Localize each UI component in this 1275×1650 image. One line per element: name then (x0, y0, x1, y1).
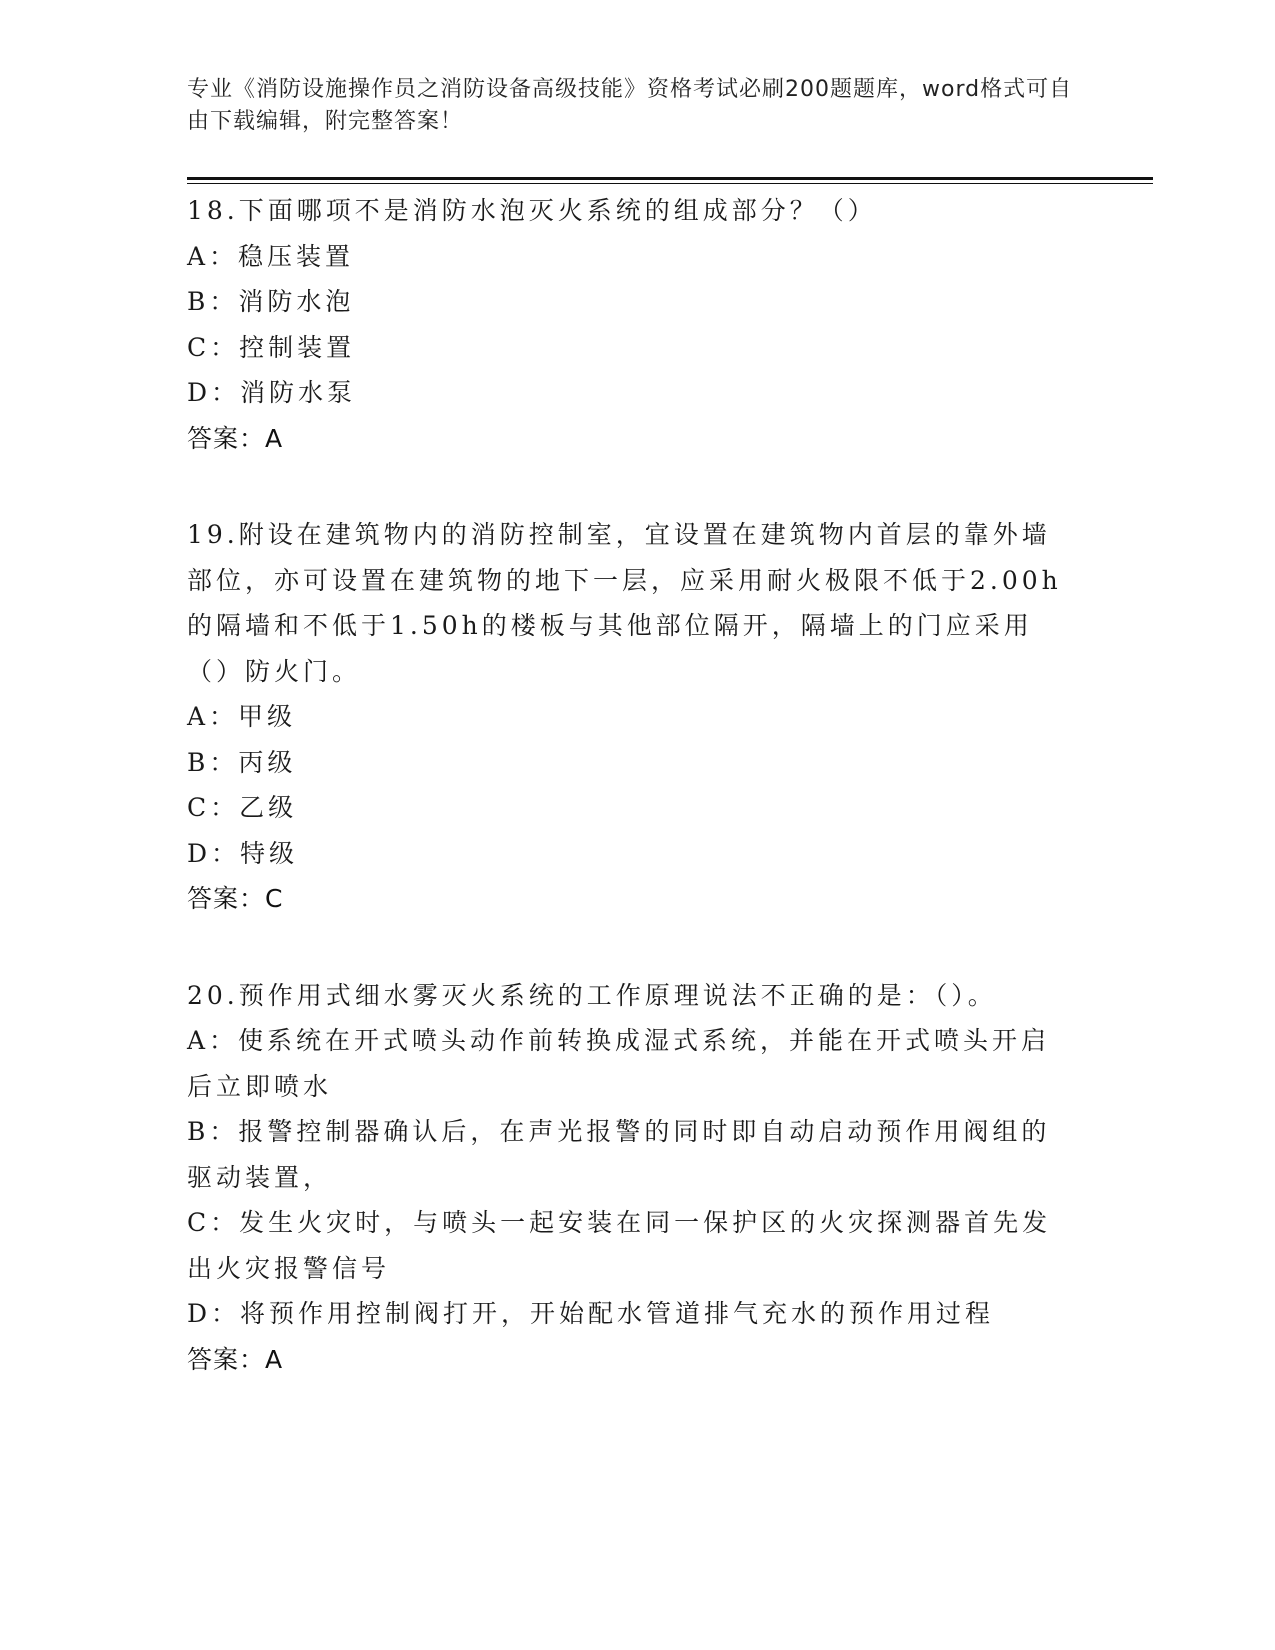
question-list (187, 188, 1077, 1433)
option-c: C：发生火灾时，与喷头一起安装在同一保护区的火灾探测器首先发出火灾报警信号 (187, 1208, 1052, 1283)
header-divider-thin (187, 183, 1153, 184)
option-a: A：稳压装置 (187, 241, 355, 271)
option-d: D：将预作用控制阀打开，开始配水管道排气充水的预作用过程 (187, 1299, 995, 1328)
option-b: B：报警控制器确认后，在声光报警的同时即自动启动预作用阀组的驱动装置， (187, 1117, 1051, 1192)
document-header: 专业《消防设施操作员之消防设备高级技能》资格考试必刷200题题库，word格式可自由下载编辑，附完整答案！ (187, 77, 1073, 134)
question-18 (187, 188, 1077, 461)
question-stem: 20.预作用式细水雾灭火系统的工作原理说法不正确的是：（）。 (187, 980, 997, 1010)
option-a: A：使系统在开式喷头动作前转换成湿式系统，并能在开式喷头开启后立即喷水 (187, 1026, 1051, 1101)
question-stem: 19.附设在建筑物内的消防控制室，宜设置在建筑物内首层的靠外墙部位，亦可设置在建筑物的地下一层，应采用耐火极限不低于2.00h的隔墙和不低于1.50h的楼板与其他部位隔开，隔墙上的门应采用（）防火门。 (187, 520, 1062, 686)
header-divider-thick (187, 177, 1153, 180)
option-c: C：乙级 (187, 793, 298, 822)
answer-line: 答案：C (187, 884, 284, 913)
question-stem: 18.下面哪项不是消防水泡灭火系统的组成部分？（） (187, 196, 877, 225)
option-a: A：甲级 (187, 702, 297, 731)
answer-line: 答案：A (187, 1344, 284, 1374)
option-b: B：丙级 (187, 747, 297, 777)
option-d: D：特级 (187, 838, 299, 868)
question-20 (187, 973, 1077, 1383)
question-19 (187, 512, 1077, 922)
option-b: B：消防水泡 (187, 287, 355, 316)
answer-line: 答案：A (187, 423, 284, 453)
option-d: D：消防水泵 (187, 378, 357, 407)
option-c: C：控制装置 (187, 332, 356, 362)
